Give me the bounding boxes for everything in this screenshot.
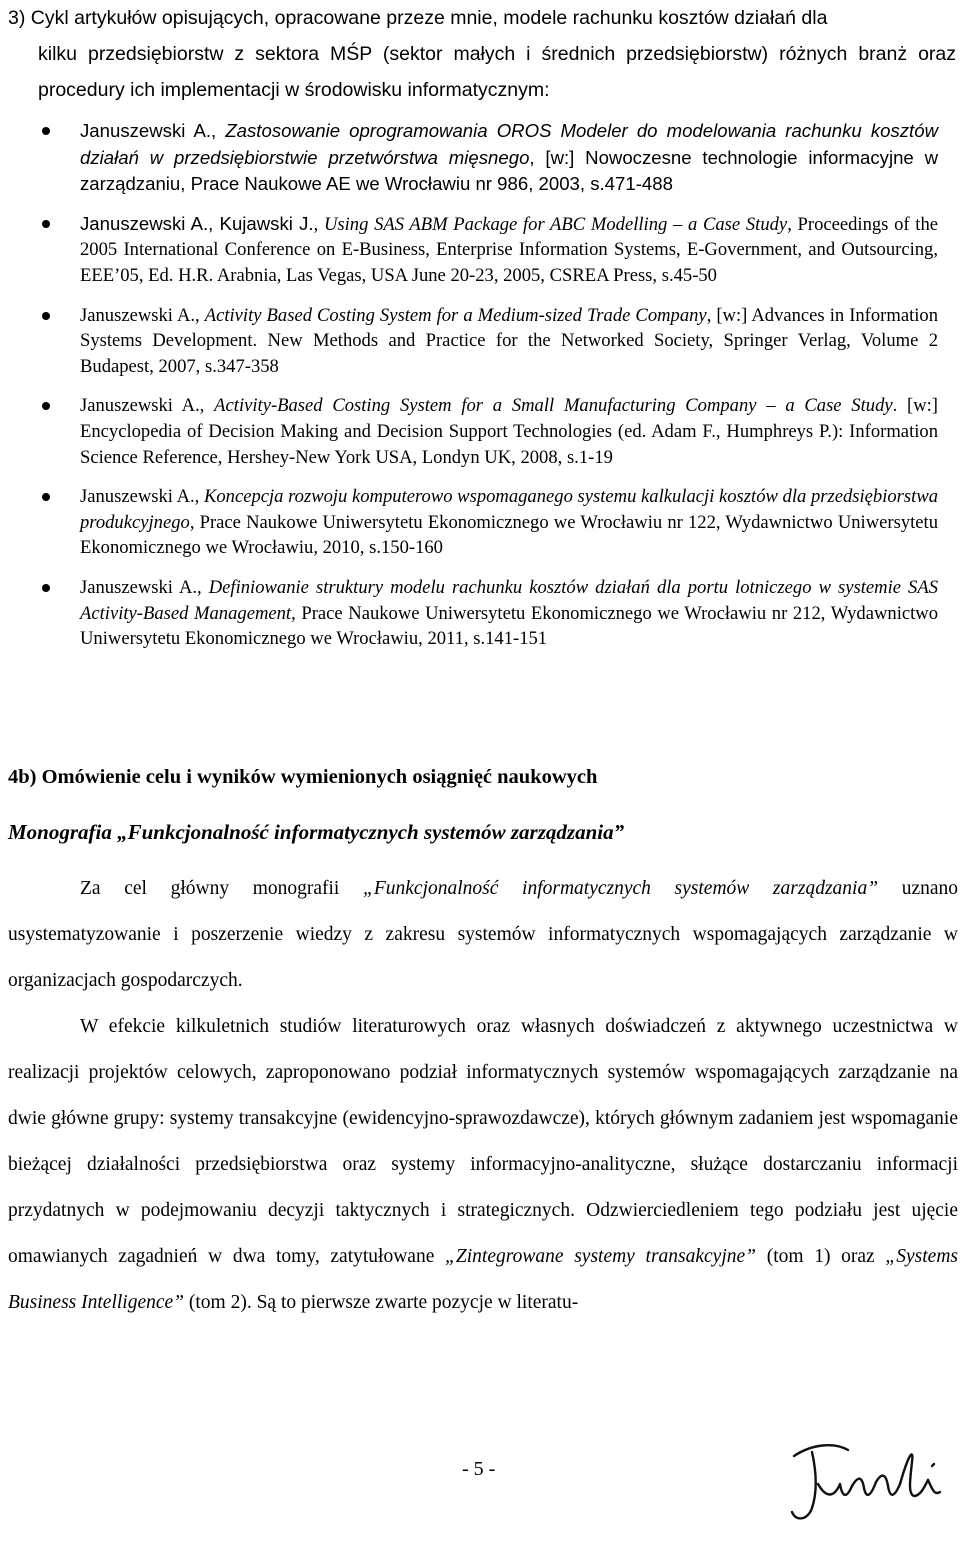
monograph-title: Monografia „Funkcjonalność informatycznych systemów zarządzania” [8, 820, 625, 844]
section-heading: 4b) Omówienie celu i wyników wymienionych osiągnięć naukowych [8, 766, 598, 788]
para2-title1: „Zintegrowane systemy transakcyjne” [445, 1246, 757, 1267]
para1-before: Za cel główny monografii [80, 878, 363, 899]
bib-details: , Prace Naukowe Uniwersytetu Ekonomicznego we Wrocławiu nr 122, Wydawnictwo Uniwersytetu Ekonomicznego we Wrocławiu, 2010, s.150-160 [80, 511, 938, 559]
bib-details: , [w:] Advances in Information Systems Development. New Methods and Practice for the Networked Society, Springer Verlag, Volume 2 Budapest, 2007, s.347-358 [80, 304, 939, 377]
bibliography-list [0, 118, 960, 652]
bib-title: Activity Based Costing System for a Medium-sized Trade Company [204, 304, 707, 326]
bullet-icon [42, 493, 50, 501]
bib-entry-5: Januszewski A., Koncepcja rozwoju komputerowo wspomaganego systemu kalkulacji kosztów dla przedsiębiorstwa produkcyjnego, Prace Naukowe Uniwersytetu Ekonomicznego we Wrocławiu nr 122, Wydawnictwo Uniwersytetu Ekonomicznego we Wrocławiu, 2010, s.150-160 [0, 484, 960, 561]
bib-author: Januszewski A. [80, 395, 200, 417]
para2-text: W efekcie kilkuletnich studiów literaturowych oraz własnych doświadczeń z aktywnego uczestnictwa w realizacji projektów celowych, zaproponowano podział informatycznych systemów wspomagających zarządzanie na dwie główne grupy: systemy transakcyjne (ewidencyjno-sprawozdawcze), których głównym zadaniem jest wspomaganie bieżącej działalności przedsiębiorstwa oraz systemy informacyjno-analityczne, służące dostarczaniu informacji przydatnych w podejmowaniu decyzji taktycznych i strategicznych. Odzwierciedleniem tego podziału jest ujęcie omawianych zagadnień w dwa tomy, zatytułowane [8, 1016, 958, 1267]
bib-details: . [w:] Encyclopedia of Decision Making and Decision Support Technologies (ed. Adam F., Humphreys P.): Information Science Reference, Hershey-New York USA, Londyn UK, 2008, s.1-19 [80, 395, 939, 468]
para2-mid: (tom 1) oraz [756, 1246, 886, 1267]
page-number: - 5 - [462, 1458, 496, 1480]
bib-title: Koncepcja rozwoju komputerowo wspomaganego systemu kalkulacji kosztów dla przedsiębiorstwa produkcyjnego [80, 486, 939, 533]
bullet-icon [42, 312, 50, 320]
bullet-icon [42, 220, 50, 228]
bib-entry-6: Januszewski A., Definiowanie struktury modelu rachunku kosztów działań dla portu lotniczego w systemie SAS Activity-Based Management, Prace Naukowe Uniwersytetu Ekonomicznego we Wrocławiu nr 212, Wydawnictwo Uniwersytetu Ekonomicznego we Wrocławiu, 2011, s.141-151 [0, 575, 960, 652]
intro-first-line: Cykl artykułów opisujących, opracowane przeze mnie, modele rachunku kosztów działań dla [30, 7, 828, 29]
bib-entry-3: Januszewski A., Activity Based Costing System for a Medium-sized Trade Company, [w:] Advances in Information Systems Development. New Methods and Practice for the Networked Society, Springer Verlag, Volume 2 Budapest, 2007, s.347-358 [0, 303, 960, 380]
bib-details: , Proceedings of the 2005 International Conference on E-Business, Enterprise Information Systems, E-Government, and Outsourcing, EEE’05, Ed. H.R. Arabnia, Las Vegas, USA June 20-23, 2005, CSREA Press, s.45-50 [80, 213, 939, 286]
bib-details: , Prace Naukowe Uniwersytetu Ekonomicznego we Wrocławiu nr 212, Wydawnictwo Uniwersytetu Ekonomicznego we Wrocławiu, 2011, s.141-151 [80, 602, 939, 650]
bib-author: Januszewski A. [80, 576, 198, 598]
intro-rest: kilku przedsiębiorstw z sektora MŚP (sektor małych i średnich przedsiębiorstw) różnych branż oraz procedury ich implementacji w środowisku informatycznym: [38, 43, 956, 101]
para1-title: „Funkcjonalność informatycznych systemów zarządzania” [363, 878, 879, 899]
bib-title: Activity-Based Costing System for a Small Manufacturing Company – a Case Study [214, 395, 893, 417]
bullet-icon [42, 402, 50, 410]
bib-title: Definiowanie struktury modelu rachunku kosztów działań dla portu lotniczego w systemie SAS Activity-Based Management [80, 576, 938, 624]
intro-number: 3) [8, 7, 26, 29]
paragraph-goal [8, 866, 958, 1004]
intro-paragraph [8, 0, 956, 108]
para2-end: (tom 2). Są to pierwsze zwarte pozycje w literatu- [184, 1292, 579, 1313]
bib-title: Zastosowanie oprogramowania OROS Modeler do modelowania rachunku kosztów działań w przedsiębiorstwie przetwórstwa mięsnego [80, 120, 938, 168]
bullet-icon [42, 127, 50, 135]
paragraph-division [8, 1004, 958, 1326]
bib-author: Januszewski A., Kujawski J. [80, 212, 314, 234]
bib-entry-2: Januszewski A., Kujawski J., Using SAS ABM Package for ABC Modelling – a Case Study, Proceedings of the 2005 International Conference on E-Business, Enterprise Information Systems, E-Government, and Outsourcing, EEE’05, Ed. H.R. Arabnia, Las Vegas, USA June 20-23, 2005, CSREA Press, s.45-50 [0, 211, 960, 289]
bib-details: , [w:] Nowoczesne technologie informacyjne w zarządzaniu, Prace Naukowe AE we Wrocławiu nr 986, 2003, s.471-488 [80, 146, 938, 195]
bib-author: Januszewski A. [80, 304, 196, 326]
signature-image [782, 1436, 958, 1532]
para2-title2: „Systems Business Intelligence” [8, 1246, 959, 1313]
bib-author: Januszewski A. [80, 120, 212, 141]
bib-entry-1: Januszewski A., Zastosowanie oprogramowania OROS Modeler do modelowania rachunku kosztów działań w przedsiębiorstwie przetwórstwa mięsnego, [w:] Nowoczesne technologie informacyjne w zarządzaniu, Prace Naukowe AE we Wrocławiu nr 986, 2003, s.471-488 [0, 118, 960, 198]
bib-entry-4: Januszewski A., Activity-Based Costing System for a Small Manufacturing Company – a Case Study. [w:] Encyclopedia of Decision Making and Decision Support Technologies (ed. Adam F., Humphreys P.): Information Science Reference, Hershey-New York USA, Londyn UK, 2008, s.1-19 [0, 393, 960, 470]
bib-author: Januszewski A. [80, 486, 195, 508]
bib-title: Using SAS ABM Package for ABC Modelling – a Case Study [323, 213, 788, 235]
bullet-icon [42, 584, 50, 592]
para1-after: uznano usystematyzowanie i poszerzenie wiedzy z zakresu systemów informatycznych wspomagających zarządzanie w organizacjach gospodarczych. [8, 878, 959, 991]
